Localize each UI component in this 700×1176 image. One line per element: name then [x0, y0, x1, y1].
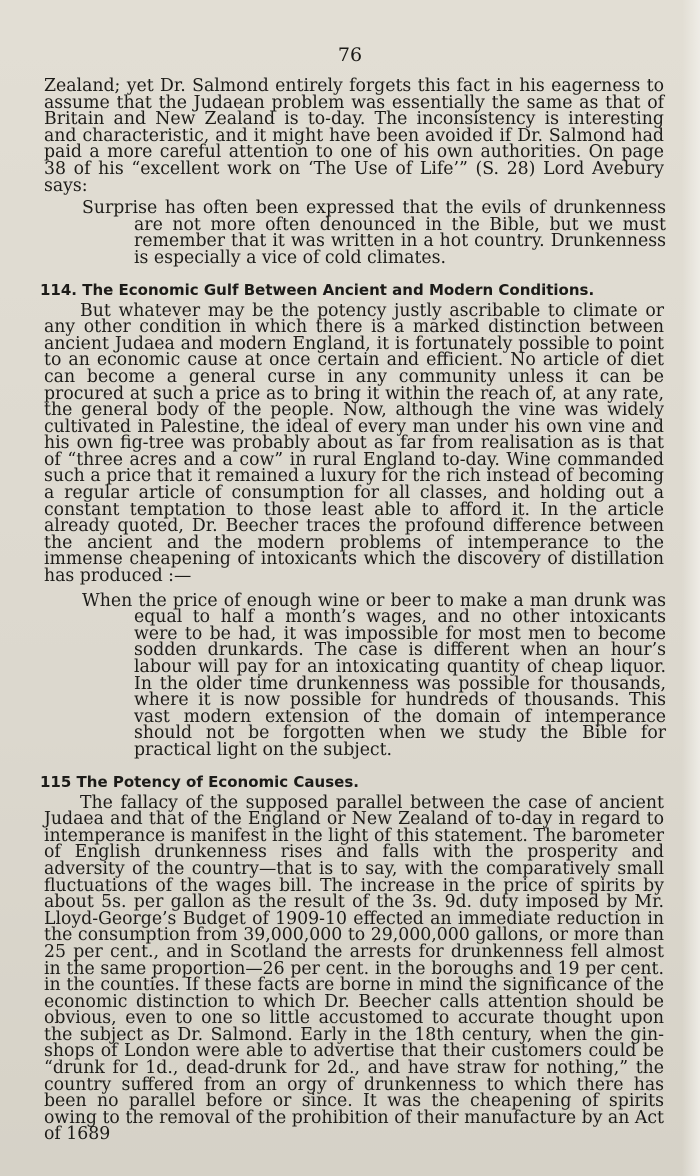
paragraph-3: The fallacy of the supposed parallel between the case of ancient Judaea and that of the England or New Zealand of to-day in regard to intemperance is manifest in the light of this statement. The barometer of English drunkenness rises and falls with the prosperity and adversity of the country—that is to say, with the comparatively small fluctuations of the wages bill. The increase in the price of spirits by about 5s. per gallon as the result of the 3s. 9d. duty imposed by Mr. Lloyd-George’s Budget of 1909-10 effected an immediate reduction in the consumption from 39,000,000 to 29,000,000 gallons, or more than 25 per cent., and in Scotland the arrests for drunkenness fell almost in the same proportion—26 per cent. in the boroughs and 19 per cent. in the counties. If these facts are borne in mind the significance of the economic distinction to which Dr. Beecher calls attention should be obvious, even to one so little accustomed to accurate thought upon the subject as Dr. Salmond. Early in the 18th century, when the gin-shops of London were able to advertise that their customers could be “drunk for 1d., dead-drunk for 2d., and have straw for nothing,” the country suffered from an orgy of drunkenness to which there has been no parallel before or since. It was the cheapening of spirits owing to the removal of the prohibition of their manufacture by an Act of 1689 — [44, 792, 664, 1145]
page-edge-shading — [682, 0, 700, 1176]
quote-2-text: When the price of enough wine or beer to make a man drunk was equal to half a month’s wages, and no other intoxicants were to be had, it was impossible for most men to become sodden drunkards. The case is different when an hour’s labour will pay for an intoxicating quantity of cheap liquor. In the older time drunkenness was possible for thousands, where it is now possible for hundreds of thousands. This vast modern extension of the domain of intemperance should not be forgotten when we study the Bible for practical light on the subject. — [82, 590, 666, 760]
block-quote-beecher — [82, 590, 666, 760]
page-body — [40, 76, 666, 1145]
paragraph-2: But whatever may be the potency justly ascribable to climate or any other condition in which there is a marked distinction between ancient Judaea and modern England, it is fortunately possible to point to an economic cause at once certain and efficient. No article of diet can become a general curse in any community unless it can be procured at such a price as to bring it within the reach of, at any rate, the general body of the people. Now, although the vine was widely cultivated in Palestine, the ideal of every man under his own vine and his own fig-tree was probably about as far from realisation as is that of “three acres and a cow” in rural England to-day. Wine commanded such a price that it remained a luxury for the rich instead of becoming a regular article of consumption for all classes, and holding out a constant temptation to those least able to afford it. In the article already quoted, Dr. Beecher traces the profound difference between the ancient and the modern problems of intemperance to the immense cheapening of intoxicants which the discovery of distillation has produced :— — [44, 300, 664, 587]
block-quote-avebury — [82, 200, 666, 266]
section-114-heading: 114. The Economic Gulf Between Ancient and Modern Conditions. — [40, 280, 595, 299]
section-115-heading: 115 The Potency of Economic Causes. — [40, 772, 359, 791]
quote-1-text: Surprise has often been expressed that the evils of drunkenness are not more often denounced in the Bible, but we must remember that it was written in a hot country. Drunkenness is especially a vice of cold climates. — [82, 198, 666, 268]
page-number: 76 — [337, 44, 363, 66]
paragraph-1: Zealand; yet Dr. Salmond entirely forgets this fact in his eagerness to assume that the Judaean problem was essentially the same as that of Britain and New Zealand is to-day. The inconsistency is interesting and characteristic, and it might have been avoided if Dr. Salmond had paid a more careful attention to one of his own authorities. On page 38 of his “excellent work on ‘The Use of Life’” (S. 28) Lord Avebury says: — [44, 76, 664, 196]
